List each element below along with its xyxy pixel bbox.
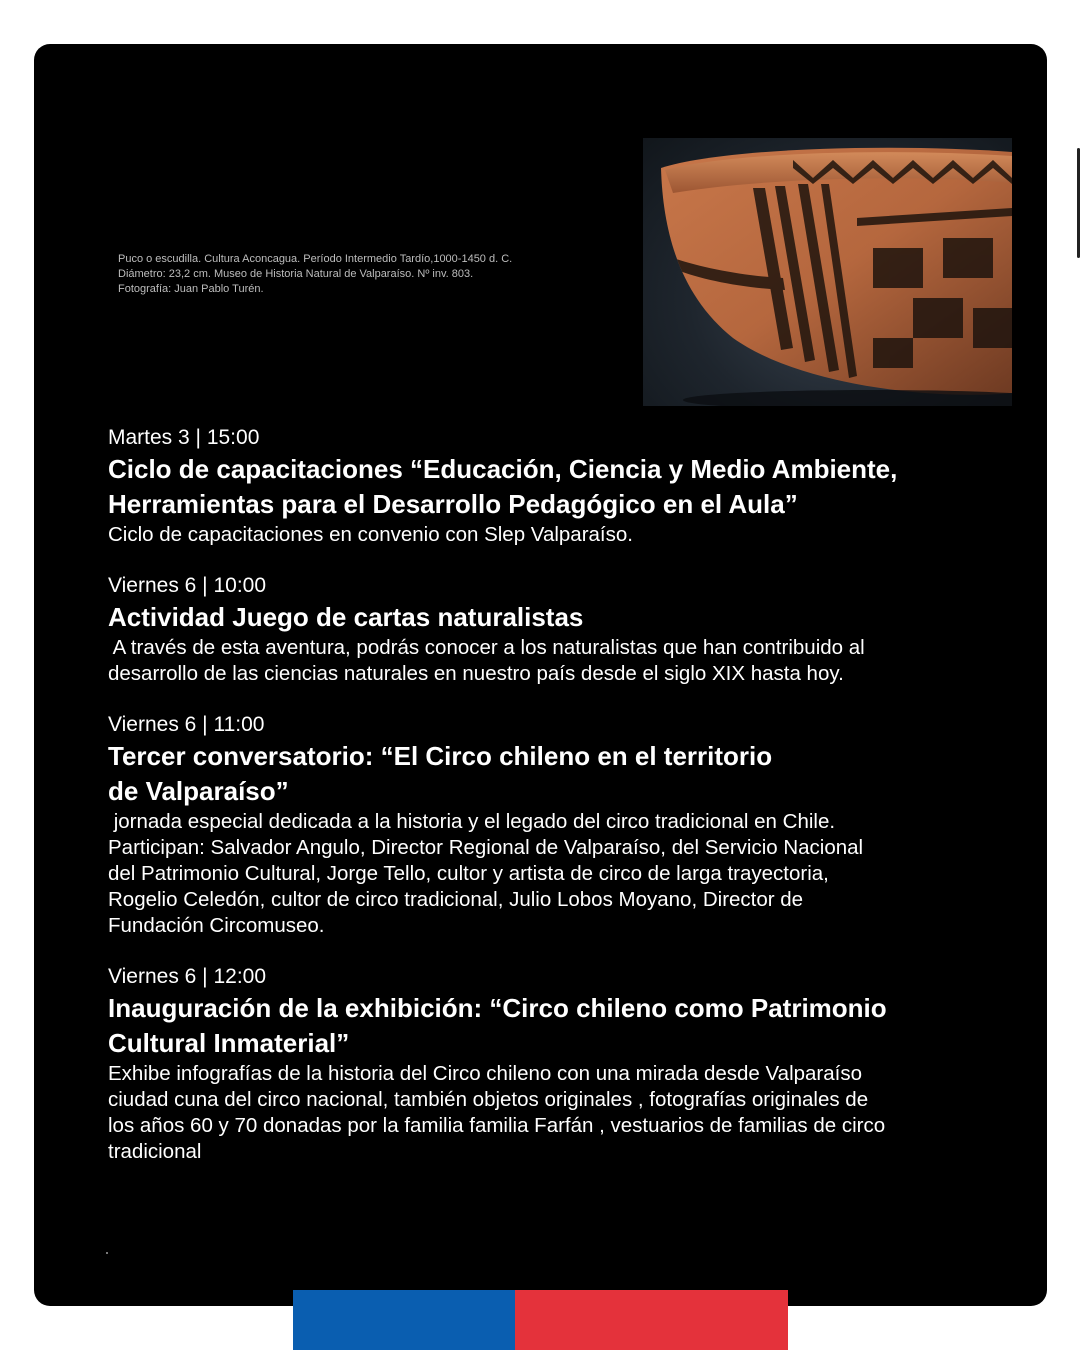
event-title-line: Ciclo de capacitaciones “Educación, Ciencia y Medio Ambiente, [108,454,898,484]
event-title-line: Herramientas para el Desarrollo Pedagógico en el Aula” [108,489,798,519]
event-date: Viernes 6 | 12:00 [108,965,267,988]
events-list [108,424,1028,1189]
event-date: Martes 3 | 15:00 [108,426,260,449]
event-description [108,635,1028,687]
event-description-line: jornada especial dedicada a la historia y el legado del circo tradicional en Chile. [108,810,836,833]
event-title-line: Inauguración de la exhibición: “Circo chileno como Patrimonio [108,993,887,1023]
flag-stripe-blue [293,1290,515,1350]
event-title [108,600,1028,635]
caption-line: Puco o escudilla. Cultura Aconcagua. Período Intermedio Tardío,1000-1450 d. C. [118,253,513,265]
event-date: Viernes 6 | 10:00 [108,574,267,597]
flag-stripe-red [515,1290,788,1350]
event-description-line: Ciclo de capacitaciones en convenio con Slep Valparaíso. [108,523,633,546]
caption-line: Diámetro: 23,2 cm. Museo de Historia Natural de Valparaíso. Nº inv. 803. [118,268,474,280]
event-item [108,963,1028,1165]
event-item [108,711,1028,939]
event-item [108,572,1028,687]
event-title [108,739,1028,809]
event-description [108,1061,1028,1165]
caption-line: Fotografía: Juan Pablo Turén. [118,283,264,295]
bowl-photo [643,138,1012,406]
photo-caption [118,252,628,297]
event-description-line: del Patrimonio Cultural, Jorge Tello, cultor y artista de circo de larga trayectoria, [108,862,829,885]
event-title-line: Actividad Juego de cartas naturalistas [108,602,584,632]
event-title [108,991,1028,1061]
event-description-line: ciudad cuna del circo nacional, también objetos originales , fotografías originales de [108,1088,869,1111]
event-description [108,809,1028,939]
decorative-dot [106,1252,108,1254]
event-title-line: Cultural Inmaterial” [108,1028,350,1058]
event-description-line: Rogelio Celedón, cultor de circo tradicional, Julio Lobos Moyano, Director de [108,888,804,911]
event-description [108,522,1028,548]
event-item [108,424,1028,548]
event-description-line: los años 60 y 70 donadas por la familia familia Farfán , vestuarios de familias de circo [108,1114,886,1137]
event-title-line: de Valparaíso” [108,776,289,806]
event-description-line: tradicional [108,1140,202,1163]
event-description-line: Fundación Circomuseo. [108,914,325,937]
event-title-line: Tercer conversatorio: “El Circo chileno en el territorio [108,741,773,771]
event-date: Viernes 6 | 11:00 [108,713,265,736]
event-title [108,452,1028,522]
event-description-line: Participan: Salvador Angulo, Director Regional de Valparaíso, del Servicio Nacional [108,836,864,859]
event-description-line: A través de esta aventura, podrás conocer a los naturalistas que han contribuido al [108,636,865,659]
event-description-line: desarrollo de las ciencias naturales en nuestro país desde el siglo XIX hasta hoy. [108,662,844,685]
event-description-line: Exhibe infografías de la historia del Circo chileno con una mirada desde Valparaíso [108,1062,863,1085]
